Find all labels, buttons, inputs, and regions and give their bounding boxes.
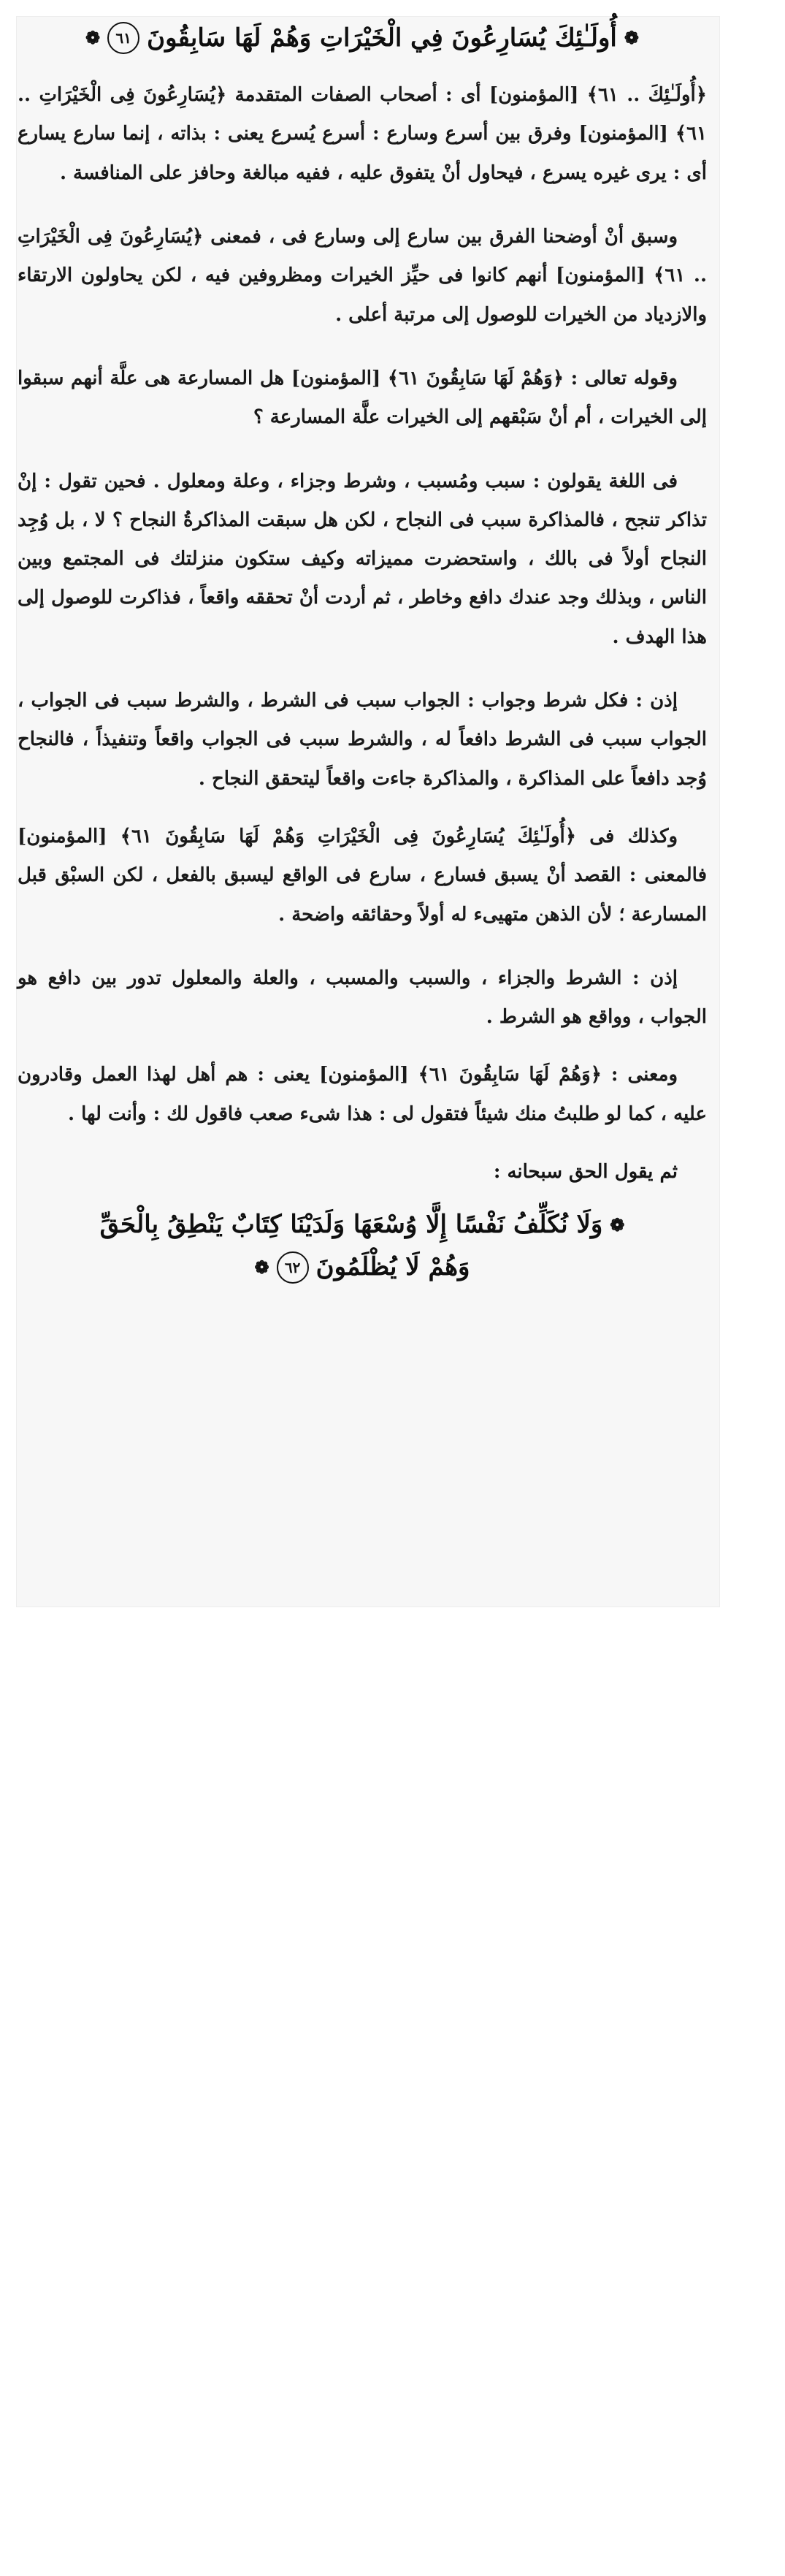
paragraph-5: إذن : فكل شرط وجواب : الجواب سبب فى الشرط ، والشرط سبب فى الجواب ، الجواب سبب فى الشرط دافعاً له ، والشرط سبب فى الجواب واقعاً وتنفيذاً ، فالنجاح وُجد دافعاً على المذاكرة ، والمذاكرة جاءت واقعاً ليتحقق النجاح . [18, 690, 707, 790]
paragraph-3: وقوله تعالى : ﴿وَهُمْ لَهَا سَابِقُونَ ٦١﴾ [المؤمنون] هل المسارعة هى علَّة أنهم سبقوا إلى الخيرات ، أم أنْ سَبْقهم إلى الخيرات علَّة المسارعة ؟ [18, 367, 707, 429]
paragraph-4: فى اللغة يقولون : سبب ومُسبب ، وشرط وجزاء ، وعلة ومعلول . فحين تقول : إنْ تذاكر تنجح ، فالمذاكرة سبب فى النجاح ، لكن هل سبقت المذاكرةُ النجاح ؟ لا ، بل وُجِد النجاح أولاً فى بالك ، واستحضرت مميزاته وكيف ستكون منزلتك فى المجتمع وبين الناس ، وبذلك وجد عندك دافع وخاطر ، ثم أردت أنْ تحققه واقعاً ، فذاكرت للوصول إلى هذا الهدف . [18, 470, 707, 648]
paragraph-8: ومعنى : ﴿وَهُمْ لَهَا سَابِقُونَ ٦١﴾ [المؤمنون] يعنى : هم أهل لهذا العمل وقادرون عليه ، كما لو طلبتُ منك شيئاً فتقول لى : هذا شىء صعب فاقول لك : وأنت لها . [18, 1064, 707, 1125]
ayah-number-badge: ٦١ [107, 22, 139, 54]
closing-verse-line-2 [18, 1246, 707, 1289]
header-verse [18, 22, 707, 54]
paragraph-2: وسبق أنْ أوضحنا الفرق بين سارع إلى وسارع فى ، فمعنى ﴿يُسَارِعُونَ فِى الْخَيْرَاتِ .. ٦١﴾ [المؤمنون] أنهم كانوا فى حيِّز الخيرات ومظروفين فيه ، لكن يحاولون الارتقاء والازدياد من الخيرات للوصول إلى مرتبة أعلى . [18, 226, 707, 326]
paragraph-1: ﴿أُولَـٰئِكَ .. ٦١﴾ [المؤمنون] أى : أصحاب الصفات المتقدمة ﴿يُسَارِعُونَ فِى الْخَيْرَاتِ .. ٦١﴾ [المؤمنون] وفرق بين أسرع وسارع : أسرع يُسرع يعنى : بذاته ، إنما سارع يسارع أى : يرى غيره يسرع ، فيحاول أنْ يتفوق عليه ، ففيه مبالغة وحافز على المنافسة . [18, 84, 707, 184]
header-verse-text: أُولَـٰئِكَ يُسَارِعُونَ فِي الْخَيْرَاتِ وَهُمْ لَهَا سَابِقُونَ [147, 23, 617, 53]
closing-intro: ثم يقول الحق سبحانه : [493, 1161, 678, 1184]
paragraph-6: وكذلك فى ﴿أُولَـٰئِكَ يُسَارِعُونَ فِى الْخَيْرَاتِ وَهُمْ لَهَا سَابِقُونَ ٦١﴾ [المؤمنون] فالمعنى : القصد أنْ يسبق فسارع ، سارع فى الواقع ليسبق بالفعل ، لكن السبْق قبل المسارعة ؛ لأن الذهن متهيىء له أولاً وحقائقه واضحة . [18, 825, 707, 926]
paragraph-7: إذن : الشرط والجزاء ، والسبب والمسبب ، والعلة والمعلول تدور بين دافع هو الجواب ، وواقع هو الشرط . [18, 967, 707, 1029]
closing-ornament-right-icon: ❁ [610, 1213, 625, 1235]
closing-verse [18, 1204, 707, 1289]
closing-ayah-number-badge: ٦٢ [277, 1251, 309, 1284]
closing-ornament-left-icon: ❁ [254, 1256, 269, 1278]
ornament-right-icon: ❁ [624, 27, 639, 49]
closing-verse-text-1: وَلَا نُكَلِّفُ نَفْسًا إِلَّا وُسْعَهَا وَلَدَيْنَا كِتَابٌ يَنْطِقُ بِالْحَقِّ [99, 1210, 603, 1240]
ornament-left-icon: ❁ [85, 27, 101, 49]
closing-verse-line-1 [18, 1204, 707, 1246]
page-content [18, 19, 707, 1289]
closing-verse-text-2: وَهُمْ لَا يُظْلَمُونَ [315, 1251, 470, 1281]
